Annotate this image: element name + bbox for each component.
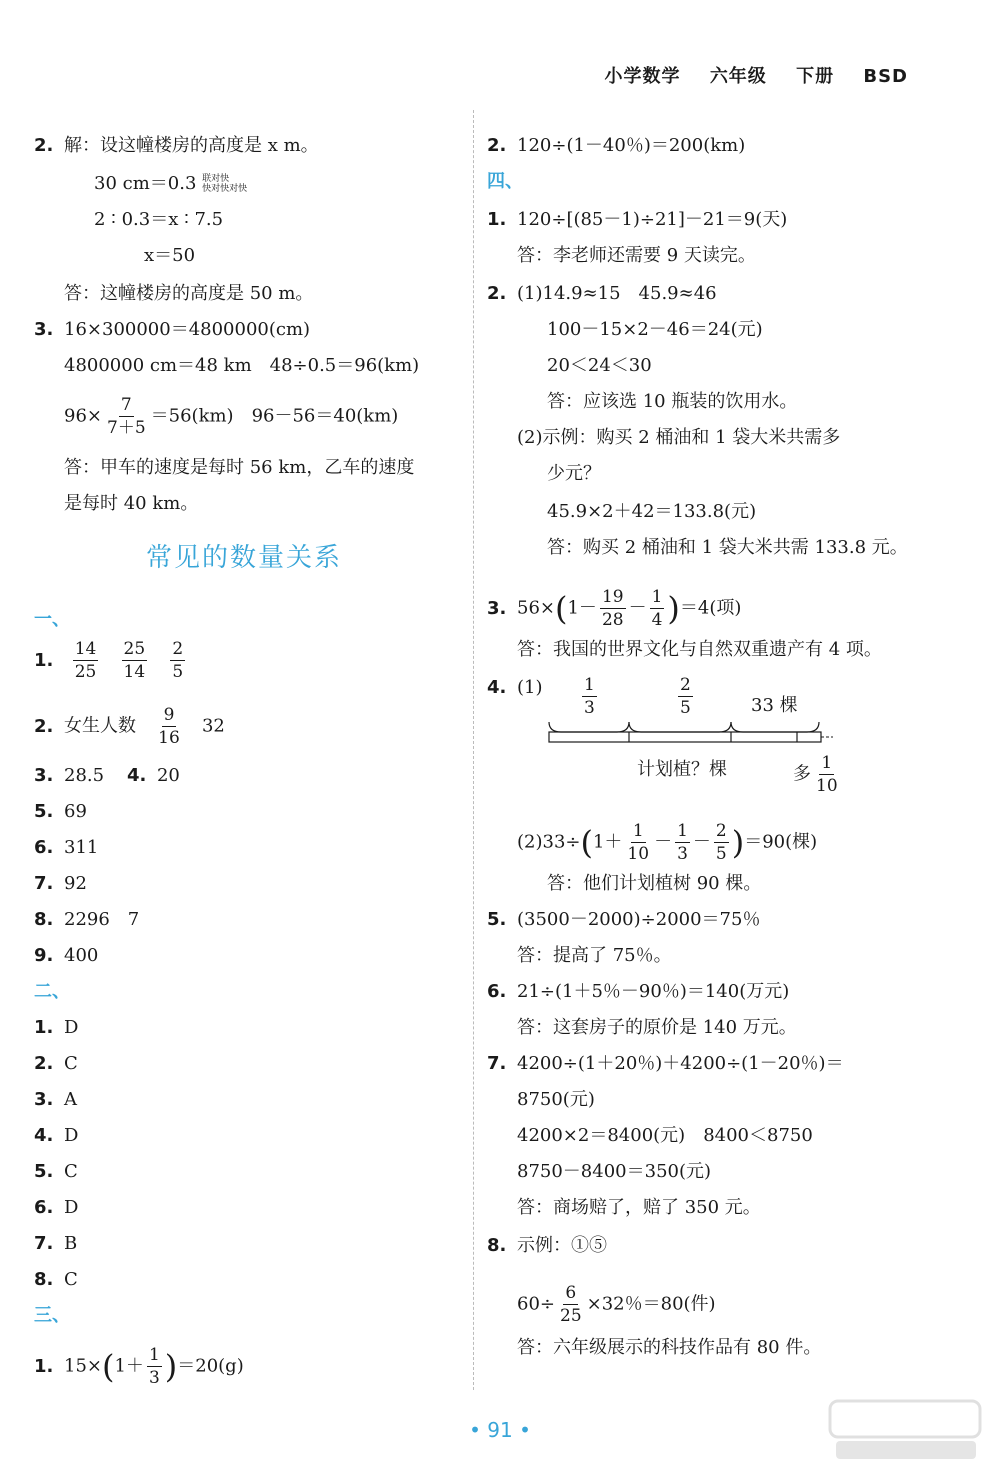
left-q3-answer1: 答：甲车的速度是每时 56 km，乙车的速度 <box>64 457 415 478</box>
column-divider <box>473 110 474 1390</box>
header-subject: 小学数学 <box>604 66 681 87</box>
s2-item: 6. D <box>34 1197 79 1218</box>
r8-line2: 60÷ $\frac{6}{25}$ ×32％＝80(件) <box>517 1283 716 1326</box>
r4-answer: 答：他们计划植树 90 棵。 <box>547 873 762 894</box>
header-grade: 六年级 <box>709 66 767 87</box>
r4-label: 4. (1) <box>487 677 543 698</box>
r6-line1: 6. 21÷(1＋5％－90％)＝140(万元) <box>487 981 790 1002</box>
left-q3-line3: 96× $\frac{7}{7+5}$ ＝56(km) 96－56＝40(km) <box>64 395 399 438</box>
right-q2: 2. 120÷(1－40％)＝200(km) <box>487 135 746 156</box>
watermark-logo <box>826 1395 986 1465</box>
r2-line1: 2. (1)14.9≈15 45.9≈46 <box>487 283 717 304</box>
s2-item: 2. C <box>34 1053 78 1074</box>
r2-line4: (2)示例：购买 2 桶油和 1 袋大米共需多 <box>517 427 841 448</box>
s1-item-6: 6. 311 <box>34 837 99 858</box>
r2-line6: 45.9×2＋42＝133.8(元) <box>547 501 757 522</box>
r5-line1: 5. (3500－2000)÷2000＝75％ <box>487 909 761 930</box>
s1-item-1: 1. $\frac{14}{25}$ $\frac{25}{14}$ $\frac{2}{5}$ <box>34 639 184 682</box>
r2-line5: 少元？ <box>547 463 601 484</box>
s1-item-3-4: 3. 28.5 4. 20 <box>34 765 180 786</box>
r6-answer: 答：这套房子的原价是 140 万元。 <box>517 1017 797 1038</box>
r8-line1: 8. 示例：①⑤ <box>487 1235 607 1256</box>
r3-line1: 3. 56×(1－ $\frac{19}{28}$ － $\frac{1}{4}$ )＝4(项) <box>487 587 742 630</box>
s1-item-9: 9. 400 <box>34 945 99 966</box>
header-edition: BSD <box>863 66 908 87</box>
s1-item-5: 5. 69 <box>34 801 87 822</box>
section-1-label: 一、 <box>34 609 70 630</box>
r1-line1: 1. 120÷[(85－1)÷21]－21＝9(天) <box>487 209 788 230</box>
r7-line2: 8750(元) <box>517 1089 595 1110</box>
left-q3-line1: 3. 16×300000＝4800000(cm) <box>34 319 311 340</box>
left-q3-line2: 4800000 cm＝48 km 48÷0.5＝96(km) <box>64 355 420 376</box>
section-4-label: 四、 <box>487 171 523 192</box>
r7-line1: 7. 4200÷(1＋20％)＋4200÷(1－20％)＝ <box>487 1053 844 1074</box>
r2-answer1: 答：应该选 10 瓶装的饮用水。 <box>547 391 798 412</box>
left-q2-line2: 30 cm＝0.3 联对快 快对快对快 <box>94 173 248 194</box>
r2-line3: 20＜24＜30 <box>547 355 652 376</box>
left-q2-answer: 答：这幢楼房的高度是 50 m。 <box>64 283 314 304</box>
r1-answer: 答：李老师还需要 9 天读完。 <box>517 245 756 266</box>
section-3-label: 三、 <box>34 1305 70 1326</box>
r4-part2: (2)33÷(1＋ $\frac{1}{10}$ － $\frac{1}{3}$ － $\frac{2}{5}$ )＝90(棵) <box>517 821 818 864</box>
section-title: 常见的数量关系 <box>146 543 343 573</box>
page-header <box>583 62 908 88</box>
diagram-label-planned: 计划植？棵 <box>637 759 727 780</box>
s2-item: 8. C <box>34 1269 78 1290</box>
s2-item: 5. C <box>34 1161 78 1182</box>
r7-line4: 8750－8400＝350(元) <box>517 1161 712 1182</box>
s3-item-1: 1. 15×(1＋ $\frac{1}{3}$ )＝20(g) <box>34 1345 244 1388</box>
r2-answer2: 答：购买 2 桶油和 1 袋大米共需 133.8 元。 <box>547 537 908 558</box>
s1-item-7: 7. 92 <box>34 873 87 894</box>
page-number: • 91 • <box>469 1418 531 1442</box>
line-segment-diagram <box>547 718 837 748</box>
diagram-label-33: 33 棵 <box>751 695 798 716</box>
s1-item-8: 8. 2296 7 <box>34 909 140 930</box>
r7-line3: 4200×2＝8400(元) 8400＜8750 <box>517 1125 813 1146</box>
s2-item: 4. D <box>34 1125 79 1146</box>
section-2-label: 二、 <box>34 981 70 1002</box>
s2-item: 7. B <box>34 1233 78 1254</box>
diagram-label-2-5: $\frac{2}{5}$ <box>680 675 691 718</box>
left-q2-line1: 2. 解：设这幢楼房的高度是 x m。 <box>34 135 319 156</box>
left-q2-line3: 2 ∶ 0.3＝x ∶ 7.5 <box>94 209 224 230</box>
diagram-label-1-3: $\frac{1}{3}$ <box>584 675 595 718</box>
header-volume: 下册 <box>796 66 835 87</box>
s1-item-2: 2. 女生人数 $\frac{9}{16}$ 32 <box>34 705 225 748</box>
s2-item: 1. D <box>34 1017 79 1038</box>
s2-item: 3. A <box>34 1089 77 1110</box>
r5-answer: 答：提高了 75％。 <box>517 945 672 966</box>
r3-answer: 答：我国的世界文化与自然双重遗产有 4 项。 <box>517 639 882 660</box>
diagram-label-more: 多 $\frac{1}{10}$ <box>793 753 838 796</box>
r7-answer: 答：商场赔了，赔了 350 元。 <box>517 1197 761 1218</box>
left-q3-answer2: 是每时 40 km。 <box>64 493 199 514</box>
handwritten-note: 联对快 快对快对快 <box>202 174 248 194</box>
left-q2-line4: x＝50 <box>144 245 196 266</box>
r8-answer: 答：六年级展示的科技作品有 80 件。 <box>517 1337 822 1358</box>
r2-line2: 100－15×2－46＝24(元) <box>547 319 763 340</box>
